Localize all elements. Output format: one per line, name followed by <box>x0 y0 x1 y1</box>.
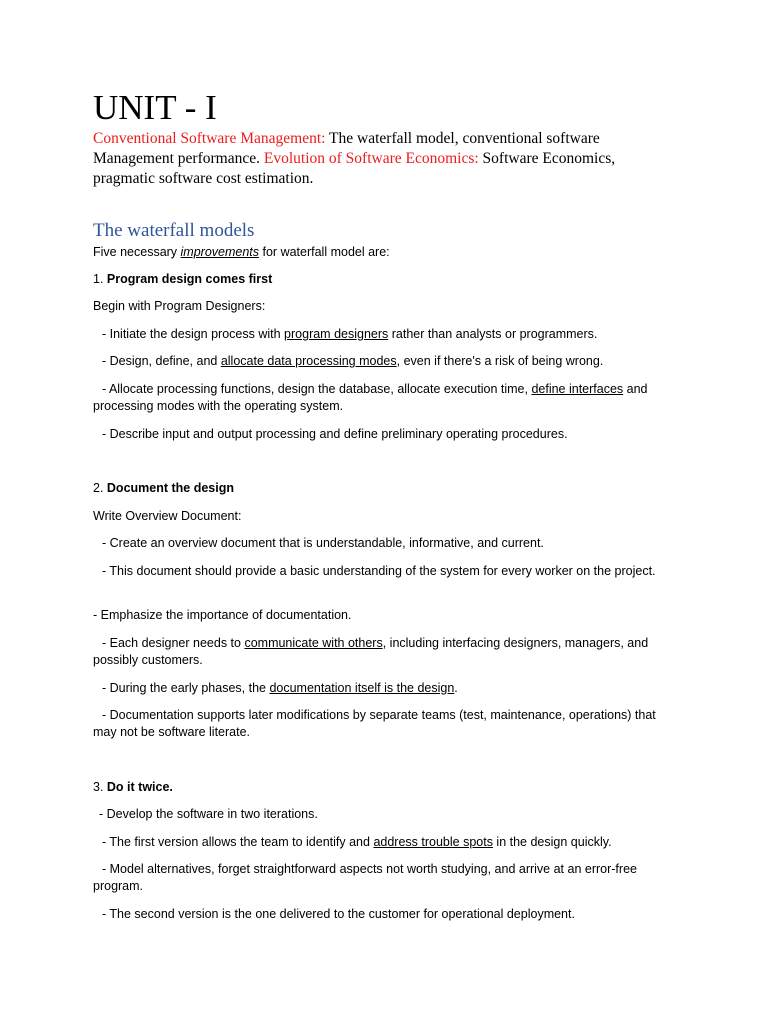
section-3-bullet-4: - The second version is the one delivered to the customer for operational deployment. <box>102 907 575 921</box>
bullet-text: rather than analysts or programmers. <box>388 327 598 341</box>
section-3-bullet-1: - Develop the software in two iterations. <box>99 807 318 821</box>
bullet-text: . <box>454 681 458 695</box>
bullet-text: - Each designer needs to <box>102 636 245 650</box>
section-2-title: Document the design <box>106 481 234 495</box>
bullet-text: - This document should provide a basic understanding of the system for every worker on the project. <box>102 564 656 578</box>
section-3-title: Do it twice. <box>106 780 173 794</box>
lead-text-b: for waterfall model are: <box>259 245 390 259</box>
section-2-heading <box>93 480 673 497</box>
lead-paragraph <box>93 244 673 261</box>
intro-paragraph <box>93 129 673 189</box>
improvements-link[interactable]: improvements <box>180 245 260 259</box>
section-1-bullet-3 <box>93 381 673 415</box>
section-2-bullet-1: - Create an overview document that is understandable, informative, and current. <box>102 536 544 550</box>
bullet-text: - The first version allows the team to identify and <box>102 835 374 849</box>
program-designers-link[interactable]: program designers <box>284 327 389 341</box>
section-2-bullet-3: - Emphasize the importance of documentation. <box>93 608 352 622</box>
bullet-text: - Model alternatives, forget straightforward aspects not worth studying, and arrive at an error-free program. <box>93 862 637 893</box>
section-3-number: 3. <box>93 780 107 794</box>
bullet-text: and processing modes with the operating system. <box>93 382 648 413</box>
section-2-bullet-4 <box>93 635 673 669</box>
section-2-number: 2. <box>93 481 107 495</box>
bullet-text: - Allocate processing functions, design the database, allocate execution time, <box>102 382 532 396</box>
bullet-text: - Design, define, and <box>102 354 221 368</box>
bullet-text: - During the early phases, the <box>102 681 270 695</box>
communicate-link[interactable]: communicate with others <box>244 636 383 650</box>
section-1-bullet-1 <box>93 326 673 343</box>
section-3-bullet-3 <box>93 861 673 895</box>
lead-text-a: Five necessary <box>93 245 181 259</box>
intro-label-conventional: Conventional Software Management: <box>93 130 326 147</box>
section-3-bullet-2 <box>93 834 673 851</box>
section-heading: The waterfall models <box>93 220 255 241</box>
section-1-bullet-4: - Describe input and output processing and define preliminary operating procedures. <box>102 427 568 441</box>
intro-text-2: Software Economics, pragmatic software cost estimation. <box>93 150 616 187</box>
allocate-modes-link[interactable]: allocate data processing modes <box>220 354 397 368</box>
intro-text-1: The waterfall model, conventional software Management performance. <box>93 130 600 167</box>
bullet-text: - Initiate the design process with <box>102 327 285 341</box>
section-1-title: Program design comes first <box>106 272 273 286</box>
trouble-spots-link[interactable]: address trouble spots <box>373 835 493 849</box>
section-2-bullet-5 <box>93 680 673 697</box>
page-title: UNIT - I <box>93 88 217 127</box>
section-1-subheading: Begin with Program Designers: <box>93 299 266 313</box>
bullet-text: in the design quickly. <box>492 835 612 849</box>
bullet-text: , including interfacing designers, managers, and possibly customers. <box>93 636 649 667</box>
section-1-heading <box>93 271 673 288</box>
intro-label-evolution: Evolution of Software Economics: <box>263 150 479 167</box>
section-1-number: 1. <box>93 272 107 286</box>
section-1-bullet-2 <box>93 353 673 370</box>
section-2-bullet-6 <box>93 707 673 741</box>
section-3-heading <box>93 779 673 796</box>
define-interfaces-link[interactable]: define interfaces <box>531 382 624 396</box>
bullet-text: - Documentation supports later modifications by separate teams (test, maintenance, operations) that may not be software literate. <box>93 708 656 739</box>
documentation-design-link[interactable]: documentation itself is the design <box>269 681 455 695</box>
bullet-text: , even if there's a risk of being wrong. <box>396 354 604 368</box>
section-2-bullet-2 <box>93 563 673 580</box>
section-2-subheading: Write Overview Document: <box>93 509 242 523</box>
